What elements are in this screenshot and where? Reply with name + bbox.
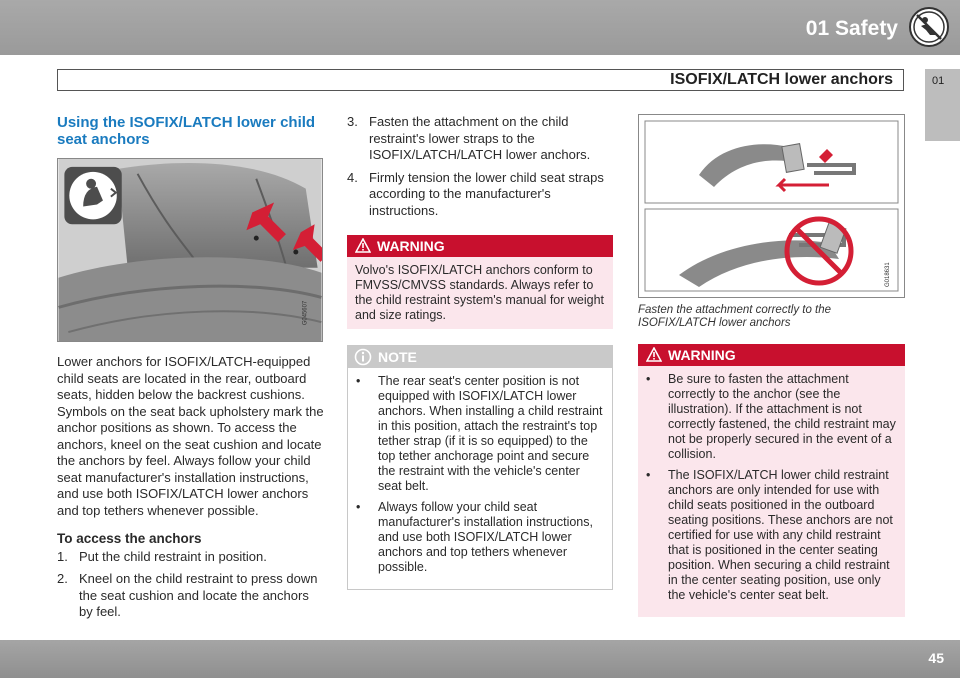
- illustration-caption: Fasten the attachment correctly to the ISOFIX/LATCH lower anchors: [638, 304, 832, 329]
- note-bullet-text: Always follow your child seat manufacturer's installation instructions, and use both ISOFIX/LATCH lower anchors and top tethers whenever possible.: [378, 500, 593, 574]
- access-subheading: To access the anchors: [57, 531, 202, 546]
- step-number: 2.: [57, 571, 68, 586]
- step-text: Firmly tension the lower child seat straps according to the manufacturer's instructions.: [369, 169, 604, 218]
- bullet-dot: •: [646, 468, 651, 482]
- warning-triangle-icon: [355, 238, 371, 253]
- warning-box: [638, 344, 905, 617]
- rear-seat-anchor-photo: [57, 158, 323, 342]
- bullet-dot: •: [356, 374, 361, 388]
- step-number: 1.: [57, 548, 68, 564]
- section-header: [57, 69, 904, 91]
- note-header: [348, 346, 612, 368]
- footer-bar: [0, 640, 960, 678]
- note-bullet: [356, 500, 604, 575]
- step-item: [347, 170, 613, 220]
- warning-text: Volvo's ISOFIX/LATCH anchors conform to FMVSS/CMVSS standards. Always refer to the child restraint system's manual for weight and size ratings.: [355, 263, 605, 322]
- step-item: [57, 549, 325, 566]
- chapter-title: 01 Safety: [805, 17, 898, 40]
- info-icon: [354, 348, 372, 366]
- warning-header: [638, 344, 905, 366]
- step-item: [57, 571, 325, 621]
- attachment-diagram: [639, 115, 904, 297]
- warning-bullet: [646, 372, 897, 462]
- warning-triangle-icon: [646, 347, 662, 362]
- no-airbag-child-icon: [908, 6, 950, 48]
- anchor-illustration: [638, 114, 905, 298]
- column-middle: [347, 114, 613, 590]
- step-item: [347, 114, 613, 164]
- chapter-header-bar: [0, 0, 960, 55]
- intro-paragraph: Lower anchors for ISOFIX/LATCH-equipped child seats are located in the rear, outboard seats, hidden below the backrest cushions. Symbols on the seat back upholstery mark the anchor positions as shown. To access the anchors, kneel on the seat cushion and locate the anchors by feel. Always follow your child seat manufacturer's installation instructions, and use both ISOFIX/LATCH lower anchors and top tethers whenever possible.: [57, 354, 324, 518]
- step-number: 3.: [347, 114, 358, 129]
- note-bullet-text: The rear seat's center position is not equipped with ISOFIX/LATCH lower anchors. When installing a child restraint in this position, attach the restraint's top tether strap (if it is so equipped) to the top tether anchorage point and secure the restraint with the vehicle's center seat belt.: [378, 374, 603, 493]
- warning-bullet-text: The ISOFIX/LATCH lower child restraint anchors are only intended for use with child seats positioned in the outboard seating positions. These anchors are not certified for use with any child restraint that is positioned in the center seating position. When securing a child restraint in the center seating position, use only the vehicle's center seat belt.: [668, 468, 893, 602]
- illustration-code: G018631: [885, 262, 891, 287]
- warning-bullet: [646, 468, 897, 603]
- photo-code: G045607: [302, 300, 309, 326]
- warning-label: WARNING: [377, 238, 445, 254]
- step-text: Put the child restraint in position.: [79, 548, 267, 564]
- bullet-dot: •: [646, 372, 651, 386]
- note-bullet: [356, 374, 604, 494]
- section-heading: Using the ISOFIX/LATCH lower child seat anchors: [57, 114, 316, 148]
- side-tab-label: 01: [932, 75, 945, 87]
- warning-label: WARNING: [668, 347, 736, 363]
- step-text: Fasten the attachment on the child restraint's lower straps to the ISOFIX/LATCH/LATCH lower anchors.: [369, 114, 591, 162]
- column-right: [638, 114, 905, 617]
- note-label: NOTE: [378, 349, 417, 365]
- column-left: [57, 114, 325, 627]
- section-title: ISOFIX/LATCH lower anchors: [670, 71, 893, 88]
- bullet-dot: •: [356, 500, 361, 514]
- warning-header: [347, 235, 613, 257]
- step-number: 4.: [347, 169, 358, 185]
- warning-box: [347, 235, 613, 329]
- note-box: [347, 345, 613, 590]
- step-text: Kneel on the child restraint to press down the seat cushion and locate the anchors by feel.: [79, 571, 318, 619]
- warning-bullet-text: Be sure to fasten the attachment correctly to the anchor (see the illustration). If the attachment is not correctly fastened, the child restraint may not be properly secured in the event of a collision.: [668, 372, 896, 461]
- page-number: 45: [928, 650, 944, 666]
- chapter-side-tab[interactable]: [925, 69, 960, 141]
